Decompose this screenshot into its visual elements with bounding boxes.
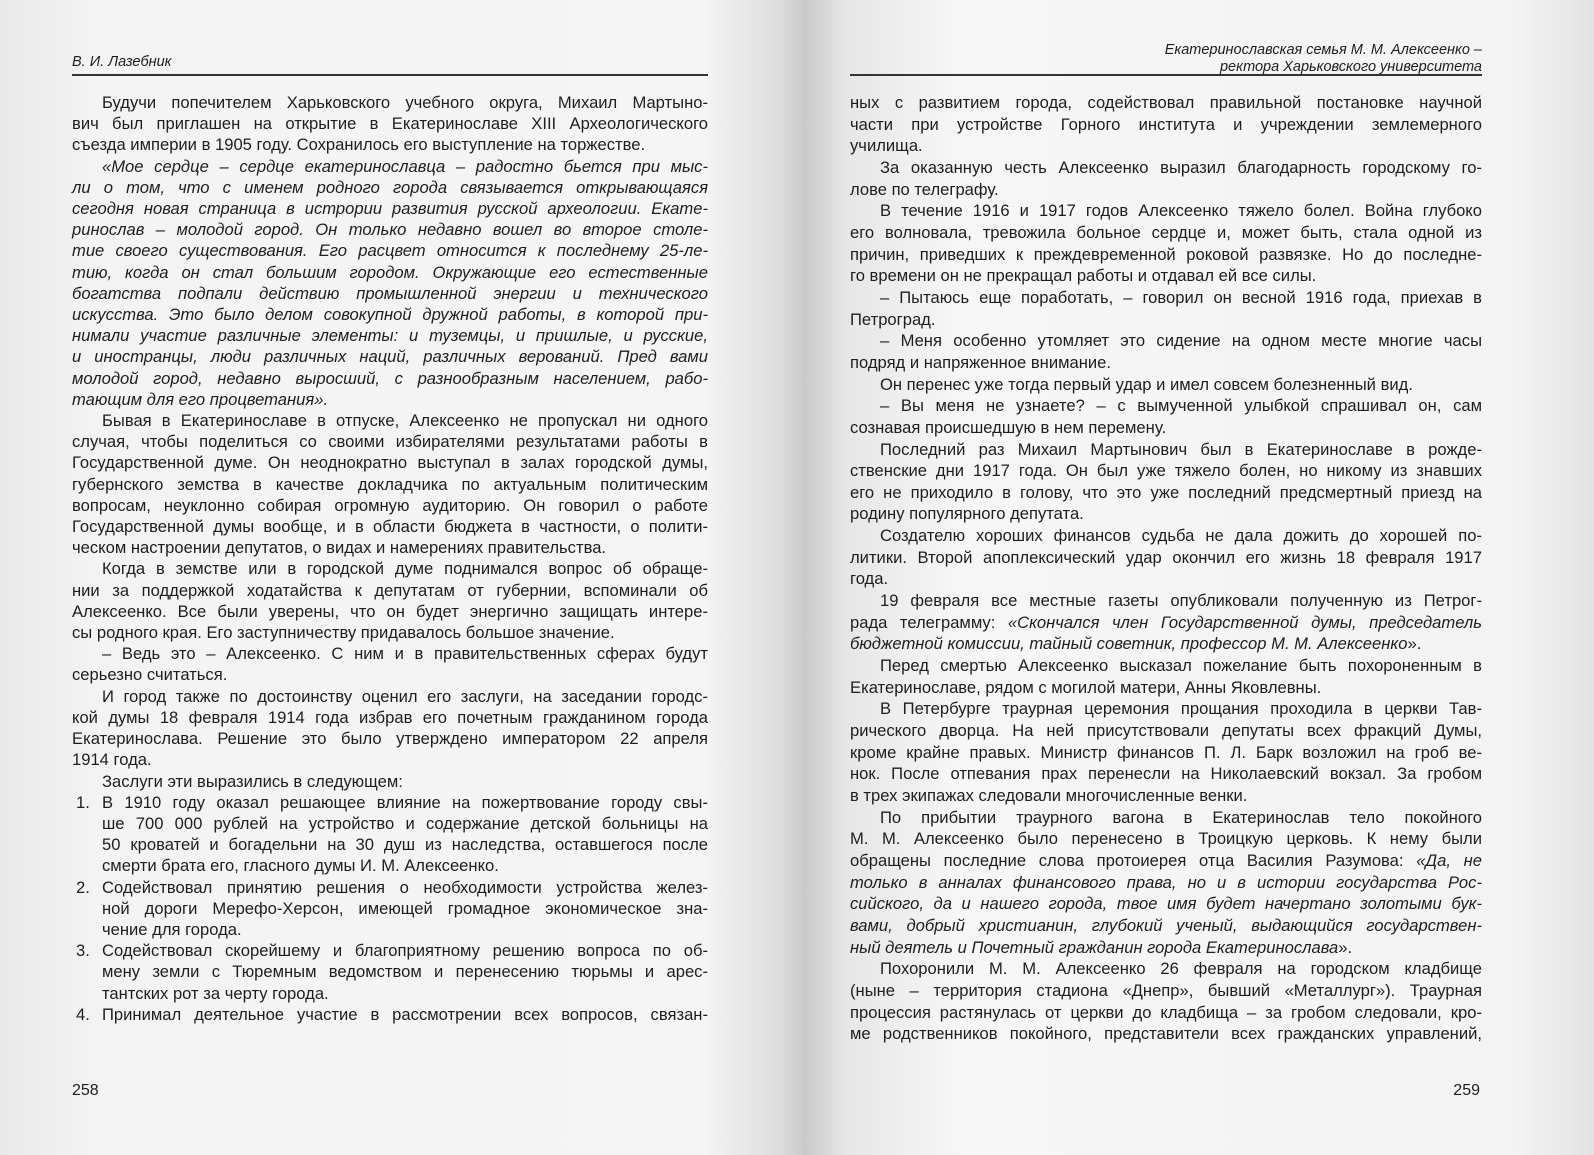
text-line: тию, когда он стал большим городом. Окружающие его естественные (72, 262, 708, 282)
text-line: 50 кроватей и богадельни на 30 душ из наследства, оставшегося после (102, 835, 708, 855)
running-head-author: В. И. Лазебник (72, 54, 172, 70)
text-line: сегодня новая страница в истрории развития русской археологии. Екате- (72, 199, 708, 219)
paragraph (72, 92, 708, 156)
list-number: 3. (76, 941, 90, 961)
text-line (850, 612, 1482, 634)
text-line: нимали участие различные элементы: и туземцы, и пришлые, и русские, (72, 326, 708, 346)
page-number: 259 (1453, 1082, 1480, 1099)
paragraph (850, 655, 1482, 698)
text-line: нок. После отпевания прах перенесли на Николаевский вокзал. За гробом (850, 764, 1482, 784)
text-line: кроме крайне правых. Министр финансов П. Л. Барк возложил на гроб ве- (850, 742, 1482, 762)
text-line: Бывая в Екатеринославе в отпуске, Алексеенко не пропускал ни одного (102, 411, 708, 431)
text-line: смерти брата его, гласного думы И. М. Алексеенко. (102, 856, 499, 876)
text-line: Заслуги эти выразились в следующем: (102, 771, 403, 791)
text-line: губернского земства в качестве докладчика по актуальным политическим (72, 474, 708, 494)
text-line: Перед смертью Алексеенко высказал пожелание быть похороненным в (880, 656, 1482, 676)
text-line: съезда империи в 1905 году. Сохранилось его выступление на торжестве. (72, 135, 646, 155)
text-line: Когда в земстве или в городской думе поднимался вопрос об обраще- (102, 559, 708, 579)
text-line: тающим для его процветания». (72, 389, 329, 409)
list-item (72, 877, 708, 941)
italic-quote-segment: ный деятель и Почетный гражданин города Екатеринослава (850, 937, 1339, 957)
paragraph (850, 200, 1482, 287)
text-line: В 1910 году оказал решающее влияние на пожертвование городу свы- (102, 792, 708, 812)
text-line: го времени он не прекращал работы и отдавал ей все силы. (850, 266, 1317, 286)
text-line: Петроград. (850, 309, 936, 329)
italic-quote-segment: «Да, не (1416, 850, 1482, 870)
text-line: – Вы меня не узнаете? – с вымученной улыбкой спрашивал он, сам (880, 396, 1482, 416)
page-number: 258 (72, 1082, 99, 1099)
text-line: богатства подпали действию промышленной энергии и технического (72, 283, 708, 303)
list-number: 1. (76, 792, 90, 812)
list-number: 2. (76, 877, 90, 897)
running-head-title-line1: Екатеринославская семья М. М. Алексеенко – (1164, 42, 1482, 58)
page-body (850, 92, 1482, 1045)
text-line: Будучи попечителем Харьковского учебного округа, Михаил Мартыно- (102, 93, 708, 112)
text-line: училища. (850, 136, 923, 156)
text-line (850, 937, 1482, 959)
text-line: 1914 года. (72, 750, 152, 770)
text-line: «Мое сердце – сердце екатеринославца – радостно бьется при мыс- (102, 156, 708, 176)
text-line: Последний раз Михаил Мартынович был в Екатеринославе в рожде- (880, 439, 1482, 459)
text-line: в трех экипажах следовали многочисленные венки. (850, 786, 1248, 805)
text-line: чение для города. (102, 919, 242, 939)
text-line: кой думы 18 февраля 1914 года избрав его почетным гражданином города (72, 707, 708, 727)
text-line: ных с развитием города, содействовал правильной постановке научной (850, 93, 1482, 112)
text-line (850, 893, 1482, 915)
text-line: Похоронили М. М. Алексеенко 26 февраля на городском кладбище (880, 959, 1482, 979)
paragraph (850, 287, 1482, 330)
text-line: вопросам, неуклонно собирая огромную аудиторию. Он говорил о работе (72, 495, 708, 515)
paragraph (850, 374, 1482, 396)
text-line: ственские дни 1917 года. Он был уже тяжело болен, но никому из знавших (850, 461, 1482, 481)
text-line: мену земли с Тюремным ведомством и перенесению тюрьмы и арес- (102, 962, 708, 982)
paragraph (850, 92, 1482, 157)
text-segment: рада телеграмму: (850, 612, 1008, 632)
text-segment: ». (1338, 937, 1353, 957)
text-line: случая, чтобы поделиться со своими избирателями результатами работы в (72, 432, 708, 452)
text-line: ринослав – молодой город. Он только недавно вошел во второе столе- (72, 220, 708, 240)
paragraph (850, 525, 1482, 590)
left-page (72, 0, 708, 1155)
text-line: Алексеенко. Все были уверены, что он будет энергично защищать интере- (72, 601, 708, 621)
text-line: его не приходило в голову, что это уже последний предсмертный приезд на (850, 482, 1482, 502)
text-line: Екатеринославе, рядом с могилой матери, Анны Яковлевны. (850, 677, 1322, 697)
text-line: М. М. Алексеенко было перенесено в Троицкую церковь. К нему были (850, 829, 1482, 849)
list-item (72, 792, 708, 877)
text-line: лове по телеграфу. (850, 179, 999, 199)
running-head (850, 40, 1482, 76)
text-line: его волновала, тревожила больное сердце и, может быть, стала одной из (850, 222, 1482, 242)
text-segment: ». (1407, 634, 1422, 654)
paragraph (850, 395, 1482, 438)
list-item (72, 940, 708, 1004)
paragraph (72, 643, 708, 685)
running-head-title-line2: ректора Харьковского университета (1219, 59, 1482, 75)
text-line: Государственной думе. Он неоднократно выступал в залах городской думы, (72, 453, 708, 473)
text-line: ме родственников покойного, представители всех гражданских управлений, (850, 1024, 1482, 1044)
text-line: Содействовал скорейшему и благоприятному решению вопроса по об- (102, 941, 708, 961)
text-line: – Ведь это – Алексеенко. С ним и в правительственных сферах будут (102, 644, 708, 664)
text-line: Екатеринослава. Решение это было утверждено императором 22 апреля (72, 729, 708, 749)
text-line (850, 872, 1482, 894)
italic-quote-segment: только в анналах финансового права, но и в истории государства Рос- (850, 872, 1482, 892)
italic-quote-segment: «Скончался член Государственной думы, председатель (1007, 612, 1482, 632)
text-line: и иностранцы, люди различных наций, различных верований. Пред вами (72, 347, 708, 367)
running-head (72, 40, 708, 76)
text-line: 19 февраля все местные газеты опубликовали полученную из Петрог- (880, 591, 1482, 611)
text-line: тие своего существования. Его расцвет относится к последнему 25-ле- (72, 241, 708, 261)
text-line: причин, приведших к преждевременной роковой развязке. Но до последне- (850, 244, 1482, 264)
text-line: (ныне – территория стадиона «Днепр», бывший «Металлург»). Траурная (850, 980, 1482, 1000)
text-line: части при устройстве Горного института и учреждении землемерного (850, 114, 1482, 134)
paragraph (72, 156, 708, 410)
text-line: нии за поддержкой ходатайства к депутатам от губернии, вспоминали об (72, 580, 708, 600)
paragraph (850, 439, 1482, 526)
text-line: В течение 1916 и 1917 годов Алексеенко тяжело болел. Война глубоко (880, 201, 1482, 221)
text-line (850, 850, 1482, 872)
paragraph (850, 590, 1482, 655)
text-line: года. (850, 569, 889, 589)
text-line: За оказанную честь Алексеенко выразил благодарность городскому го- (880, 157, 1482, 177)
text-line: тантских рот за черту города. (102, 983, 329, 1003)
text-line: сознавая происшедшую в нем перемену. (850, 417, 1167, 437)
paragraph (850, 157, 1482, 200)
paragraph (850, 330, 1482, 373)
text-line: родину популярного депутата. (850, 504, 1084, 524)
text-line: Принимал деятельное участие в рассмотрении всех вопросов, связан- (102, 1004, 708, 1024)
text-line: ной дороги Мерефо-Херсон, имеющей громадное экономическое зна- (102, 898, 708, 918)
text-line: Содействовал принятию решения о необходимости устройства желез- (102, 877, 708, 897)
italic-quote-segment: сийского, да и нашего города, твое имя будет начертано золотыми бук- (850, 894, 1482, 914)
page-body (72, 92, 708, 1025)
paragraph (850, 958, 1482, 1045)
paragraph (72, 686, 708, 771)
text-line (850, 915, 1482, 937)
text-line: В Петербурге траурная церемония прощания проходила в церкви Тав- (880, 699, 1482, 719)
paragraph (72, 771, 708, 792)
text-line: рического дворца. На ней присутствовали депутаты всех фракций Думы, (850, 721, 1482, 741)
text-line: вич был приглашен на открытие в Екатеринославе XIII Археологического (72, 114, 708, 134)
text-line: литики. Второй апоплексический удар окончил его жизнь 18 февраля 1917 (850, 547, 1482, 567)
italic-quote-segment: вами, добрый христианин, глубокий ученый, выдающийся государствен- (850, 915, 1482, 935)
text-line (850, 633, 1482, 655)
text-line: искусства. Это было делом совокупной дружной работы, в которой при- (72, 305, 708, 325)
text-line: – Пытаюсь еще поработать, – говорил он весной 1916 года, приехав в (880, 287, 1482, 307)
text-segment: обращены последние слова протоиерея отца Василия Разумова: (850, 850, 1417, 870)
right-page (850, 0, 1482, 1155)
text-line: Создателю хороших финансов судьба не дала дожить до хорошей по- (880, 526, 1482, 546)
text-line: сы родного края. Его заступничеству придавалось большое значение. (72, 623, 615, 643)
paragraph (850, 807, 1482, 959)
text-line: подряд и напряженное внимание. (850, 352, 1112, 372)
text-line: ческом настроении депутатов, о видах и намерениях правительства. (72, 538, 607, 558)
text-line: ше 700 000 рублей на устройство и содержание детской больницы на (102, 813, 708, 833)
list-number: 4. (76, 1004, 90, 1024)
list-item (72, 1004, 708, 1025)
italic-quote-segment: бюджетной комиссии, тайный советник, профессор М. М. Алексеенко (850, 634, 1408, 654)
paragraph (850, 698, 1482, 806)
paragraph (72, 410, 708, 558)
text-line: серьезно считаться. (72, 665, 228, 685)
text-line: ли о том, что с именем родного города связывается открывающаяся (72, 177, 708, 197)
text-line: Он перенес уже тогда первый удар и имел совсем болезненный вид. (880, 374, 1413, 394)
text-line: По прибытии траурного вагона в Екатеринослав тело покойного (880, 807, 1482, 827)
text-line: И город также по достоинству оценил его заслуги, на заседании городс- (102, 686, 708, 706)
text-line: Государственной думы вообще, и в области бюджета в частности, о полити- (72, 517, 708, 537)
text-line: процессия растянулась от церкви до кладбища – за гробом следовали, кро- (850, 1002, 1482, 1022)
paragraph (72, 558, 708, 643)
text-line: – Меня особенно утомляет это сидение на одном месте многие часы (880, 331, 1482, 351)
text-line: молодой город, недавно выросший, с разнообразным населением, рабо- (72, 368, 708, 388)
